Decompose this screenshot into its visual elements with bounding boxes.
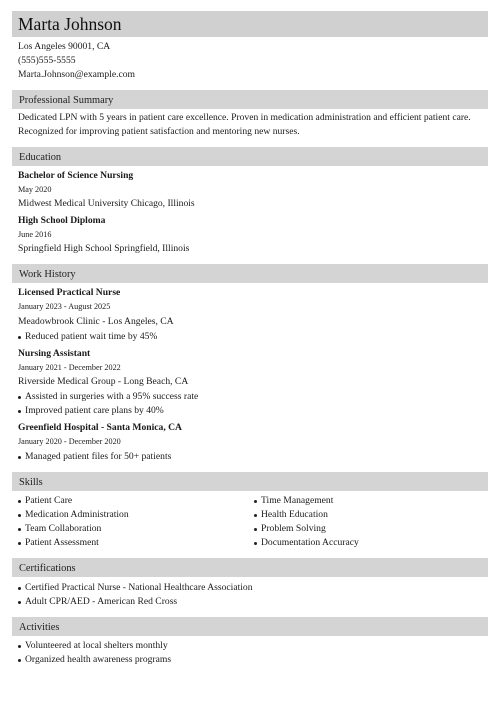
job-title: Greenfield Hospital - Santa Monica, CA xyxy=(18,422,182,433)
skill-item: Patient Care xyxy=(25,495,73,506)
activity-item: Volunteered at local shelters monthly xyxy=(25,640,168,651)
certification-item: Adult CPR/AED - American Red Cross xyxy=(25,596,178,607)
education-school: Springfield High School Springfield, Illinois xyxy=(18,243,190,254)
section-header-education xyxy=(12,147,488,166)
name-header xyxy=(12,11,488,37)
job-dates: January 2023 - August 2025 xyxy=(18,302,111,311)
job-bullet: Managed patient files for 50+ patients xyxy=(25,451,172,462)
contact-phone: (555)555-5555 xyxy=(18,55,76,66)
education-degree: Bachelor of Science Nursing xyxy=(18,170,134,181)
job-bullet: Improved patient care plans by 40% xyxy=(25,405,164,416)
skill-item: Health Education xyxy=(261,509,328,520)
activity-item: Organized health awareness programs xyxy=(25,654,172,665)
education-date: June 2016 xyxy=(18,230,52,239)
section-title: Professional Summary xyxy=(19,95,114,106)
job-title: Licensed Practical Nurse xyxy=(18,287,121,298)
section-header-activities xyxy=(12,617,488,636)
contact-email: Marta.Johnson@example.com xyxy=(18,69,136,80)
education-school: Midwest Medical University Chicago, Illinois xyxy=(18,198,195,209)
job-bullet: Assisted in surgeries with a 95% success rate xyxy=(25,391,199,402)
skill-item: Medication Administration xyxy=(25,509,129,520)
education-date: May 2020 xyxy=(18,185,52,194)
summary-line: Recognized for improving patient satisfaction and mentoring new nurses. xyxy=(18,126,300,137)
certification-item: Certified Practical Nurse - National Healthcare Association xyxy=(25,582,253,593)
contact-address: Los Angeles 90001, CA xyxy=(18,41,111,52)
skill-item: Team Collaboration xyxy=(25,523,102,534)
education-degree: High School Diploma xyxy=(18,215,106,226)
job-title: Nursing Assistant xyxy=(18,348,91,359)
job-bullet: Reduced patient wait time by 45% xyxy=(25,331,158,342)
section-header-summary xyxy=(12,90,488,109)
skill-item: Problem Solving xyxy=(261,523,326,534)
job-dates: January 2021 - December 2022 xyxy=(18,363,121,372)
section-header-certifications xyxy=(12,558,488,577)
section-title: Education xyxy=(19,152,62,163)
section-title: Certifications xyxy=(19,563,76,574)
skill-item: Documentation Accuracy xyxy=(261,537,359,548)
section-title: Skills xyxy=(19,477,43,488)
section-title: Activities xyxy=(19,622,60,633)
job-employer: Riverside Medical Group - Long Beach, CA xyxy=(18,376,189,387)
section-header-work-history xyxy=(12,264,488,283)
skill-item: Time Management xyxy=(261,495,334,506)
section-header-skills xyxy=(12,472,488,491)
job-employer: Meadowbrook Clinic - Los Angeles, CA xyxy=(18,316,174,327)
summary-line: Dedicated LPN with 5 years in patient care excellence. Proven in medication administration and efficient patient care. xyxy=(18,112,471,123)
section-title: Work History xyxy=(19,269,76,280)
job-dates: January 2020 - December 2020 xyxy=(18,437,121,446)
skill-item: Patient Assessment xyxy=(25,537,99,548)
candidate-name: Marta Johnson xyxy=(18,14,122,34)
